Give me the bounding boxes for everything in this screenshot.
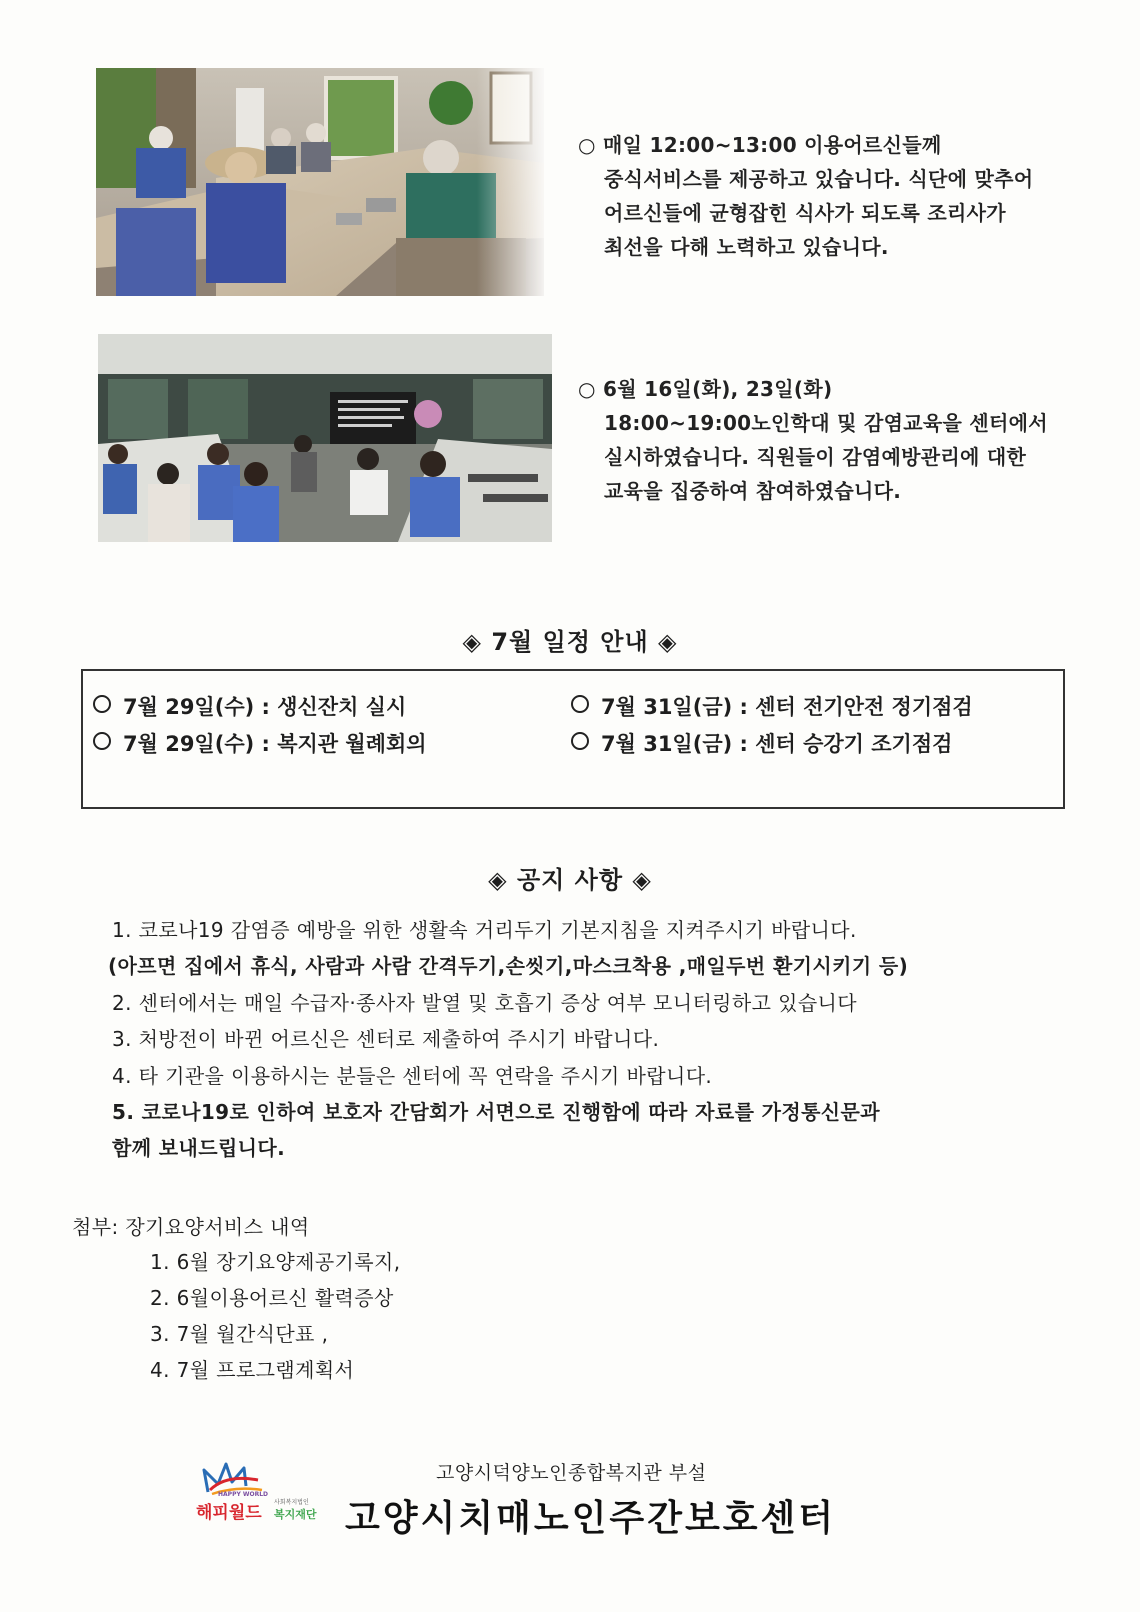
attachment-label: 첨부: 장기요양서비스 내역	[72, 1215, 310, 1239]
logo-foundation: 복지재단	[274, 1508, 317, 1521]
notice-line: 함께 보내드립니다.	[112, 1136, 286, 1160]
schedule-item	[571, 728, 952, 758]
attachment-item: 4. 7월 프로그램계획서	[150, 1358, 355, 1382]
schedule-item-text: 7월 29일(수) : 복지관 월례회의	[123, 732, 427, 756]
schedule-section-title: ◈ 7월 일정 안내 ◈	[462, 628, 678, 656]
logo-name: 해피월드	[196, 1503, 262, 1523]
schedule-item	[93, 728, 427, 758]
logo-foundation-small: 사회복지법인	[274, 1499, 309, 1506]
schedule-item	[571, 691, 973, 721]
attachment-item: 3. 7월 월간식단표 ,	[150, 1322, 329, 1346]
notice-line: 4. 타 기관을 이용하시는 분들은 센터에 꼭 연락을 주시기 바랍니다.	[112, 1064, 713, 1088]
infection-education-text: 6월 16일(화), 23일(화) 18:00~19:00노인학대 및 감염교육을 센터에서 실시하였습니다. 직원들이 감염예방관리에 대한 교육을 집중하여 참여하였습니다.	[603, 377, 1048, 503]
notice-line: 1. 코로나19 감염증 예방을 위한 생활속 거리두기 기본지침을 지켜주시기 바랍니다.	[112, 918, 857, 942]
footer-organization: 고양시덕양노인종합복지관 부설	[436, 1462, 707, 1484]
notice-line: 2. 센터에서는 매일 수급자·종사자 발열 및 호흡기 증상 여부 모니터링하고 있습니다	[112, 991, 857, 1015]
attachment-item: 2. 6월이용어르신 활력증상	[150, 1286, 394, 1310]
schedule-item-text: 7월 29일(수) : 생신잔치 실시	[123, 695, 407, 719]
circle-bullet-icon	[93, 695, 111, 713]
lunch-service-text: 매일 12:00~13:00 이용어르신들께 중식서비스를 제공하고 있습니다. 식단에 맞추어 어르신들에 균형잡힌 식사가 되도록 조리사가 최선을 다해 노력하고 있습니다.	[603, 133, 1034, 259]
schedule-item-text: 7월 31일(금) : 센터 승강기 조기점검	[601, 732, 953, 756]
bullet-marker: ○	[578, 377, 596, 401]
happy-world-logo	[196, 1462, 326, 1528]
circle-bullet-icon	[571, 695, 589, 713]
notice-line: 5. 코로나19로 인하여 보호자 간담회가 서면으로 진행함에 따라 자료를 가정통신문과	[112, 1100, 880, 1124]
notice-section-title: ◈ 공지 사항 ◈	[488, 866, 652, 894]
circle-bullet-icon	[93, 732, 111, 750]
lunch-service-photo	[96, 68, 544, 296]
logo-tagline: HAPPY WORLD	[218, 1491, 269, 1498]
infection-education-description	[578, 372, 1060, 508]
notice-line: (아프면 집에서 휴식, 사람과 사람 간격두기,손씻기,마스크착용 ,매일두번 환기시키기 등)	[108, 954, 909, 978]
schedule-item-text: 7월 31일(금) : 센터 전기안전 정기점검	[601, 695, 973, 719]
lunch-service-description	[578, 128, 1060, 264]
schedule-item	[93, 691, 406, 721]
circle-bullet-icon	[571, 732, 589, 750]
schedule-box	[81, 669, 1065, 809]
infection-education-photo	[98, 334, 552, 542]
bullet-marker: ○	[578, 133, 596, 157]
attachment-item: 1. 6월 장기요양제공기록지,	[150, 1250, 401, 1274]
notice-line: 3. 처방전이 바뀐 어르신은 센터로 제출하여 주시기 바랍니다.	[112, 1027, 660, 1051]
footer-center-name: 고양시치매노인주간보호센터	[345, 1498, 837, 1539]
